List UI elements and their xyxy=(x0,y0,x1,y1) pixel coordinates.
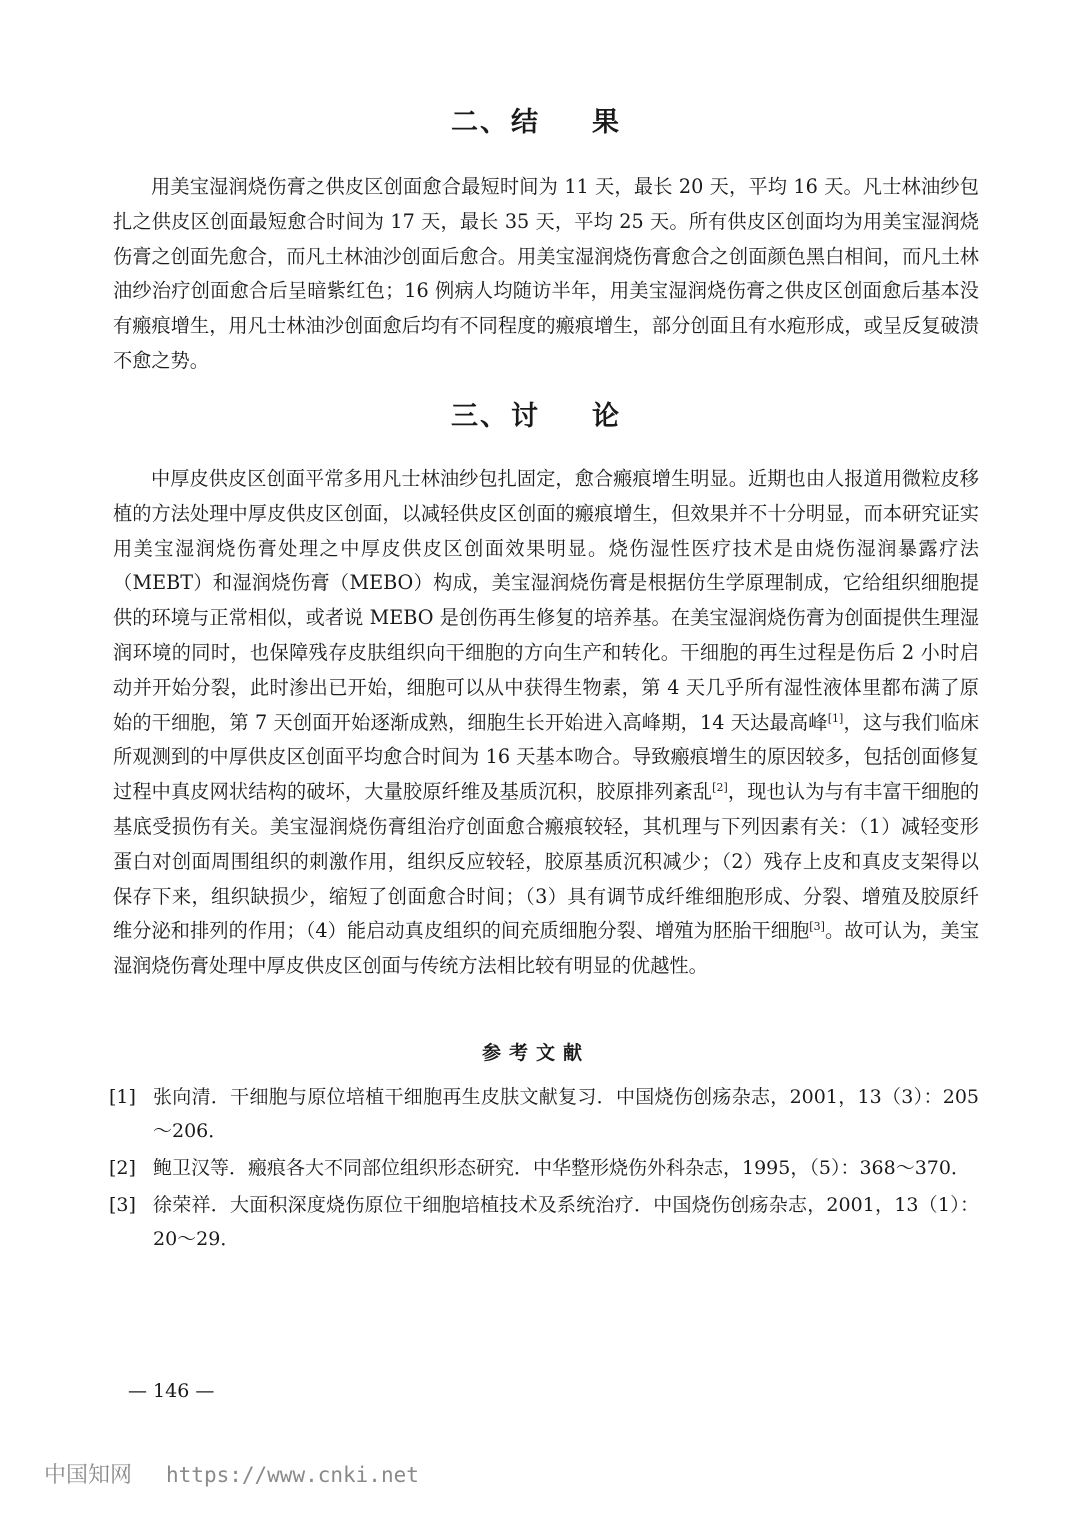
citation-1[interactable]: [1] xyxy=(827,711,844,725)
heading-number: 三、 xyxy=(451,401,509,432)
heading-word-2: 论 xyxy=(592,401,621,432)
discussion-text: 。故可认为，美宝湿润烧伤膏处理中厚皮供皮区创面与传统方法相比较有明显的优越性。 xyxy=(113,919,980,978)
citation-3[interactable]: [3] xyxy=(809,920,825,934)
results-paragraph: 用美宝湿润烧伤膏之供皮区创面愈合最短时间为 11 天，最长 20 天，平均 16 天。凡士林油纱包扎之供皮区创面最短愈合时间为 17 天，最长 35 天，平均 25 天。所有供皮区创面均为用美宝湿润烧伤膏之创面先愈合，而凡土林油沙创面后愈合。用美宝湿润烧伤膏愈合之创面颜色黑白相间，而凡土林油纱治疗创面愈合后呈暗紫红色；16 例病人均随访半年，用美宝湿润烧伤膏之供皮区创面愈后基本没有瘢痕增生，用凡士林油沙创面愈后均有不同程度的瘢痕增生，部分创面且有水疱形成，或呈反复破溃不愈之势。 xyxy=(113,175,979,372)
section-heading-discussion xyxy=(0,394,1072,433)
discussion-paragraph xyxy=(113,462,979,984)
section-heading-results xyxy=(0,100,1072,139)
watermark xyxy=(44,1458,419,1489)
discussion-text: 中厚皮供皮区创面平常多用凡士林油纱包扎固定，愈合瘢痕增生明显。近期也由人报道用微粒皮移植的方法处理中厚皮供皮区创面，以减轻供皮区创面的瘢痕增生，但效果并不十分明显，而本研究证实用美宝湿润烧伤膏处理之中厚皮供皮区创面效果明显。烧伤湿性医疗技术是由烧伤湿润暴露疗法（MEBT）和湿润烧伤膏（MEBO）构成，美宝湿润烧伤膏是根据仿生学原理制成，它给组织细胞提供的环境与正常相似，或者说 MEBO 是创伤再生修复的培养基。在美宝湿润烧伤膏为创面提供生理湿润环境的同时，也保障残存皮肤组织向干细胞的方向生产和转化。干细胞的再生过程是伤后 2 小时启动并开始分裂，此时渗出已开始，细胞可以从中获得生物素，第 4 天几乎所有湿性液体里都布满了原始的干细胞，第 7 天创面开始逐渐成熟，细胞生长开始进入高峰期，14 天达最高峰 xyxy=(113,467,979,734)
discussion-text: ，这与我们临床所观测到的中厚供皮区创面平均愈合时间为 16 天基本吻合。导致瘢痕增生的原因较多，包括创面修复过程中真皮网状结构的破坏，大量胶原纤维及基质沉积，胶原排列紊乱 xyxy=(113,710,980,804)
reference-list xyxy=(109,1080,979,1259)
reference-number: [1] xyxy=(109,1086,136,1108)
page-number: — 146 — xyxy=(128,1380,215,1402)
reference-item xyxy=(109,1188,979,1256)
citation-2[interactable]: [2] xyxy=(712,781,728,795)
reference-number: [3] xyxy=(109,1194,136,1216)
heading-word-1: 结 xyxy=(511,107,540,138)
reference-text: 徐荣祥．大面积深度烧伤原位干细胞培植技术及系统治疗．中国烧伤创疡杂志，2001，13（1）：20～29． xyxy=(153,1194,979,1250)
reference-text: 张向清．干细胞与原位培植干细胞再生皮肤文献复习．中国烧伤创疡杂志，2001，13（3）：205～206． xyxy=(153,1086,979,1142)
references-heading: 参考文献 xyxy=(481,1042,590,1064)
discussion-text: ，现也认为与有丰富干细胞的基底受损伤有关。美宝湿润烧伤膏组治疗创面愈合瘢痕较轻，其机理与下列因素有关：（1）减轻变形蛋白对创面周围组织的刺激作用，组织反应较轻，胶原基质沉积减少；（2）残存上皮和真皮支架得以保存下来，组织缺损少，缩短了创面愈合时间；（3）具有调节成纤维细胞形成、分裂、增殖及胶原纤维分泌和排列的作用；（4）能启动真皮组织的间充质细胞分裂、增殖为胚胎干细胞 xyxy=(113,780,980,943)
reference-number: [2] xyxy=(109,1157,136,1179)
watermark-site-name: 中国知网 xyxy=(44,1463,133,1488)
reference-item xyxy=(109,1151,979,1185)
heading-number: 二、 xyxy=(451,107,509,138)
reference-item xyxy=(109,1080,979,1148)
reference-text: 鲍卫汉等．瘢痕各大不同部位组织形态研究．中华整形烧伤外科杂志，1995，（5）：368～370． xyxy=(153,1157,970,1179)
heading-word-1: 讨 xyxy=(511,401,540,432)
heading-word-2: 果 xyxy=(592,107,621,138)
watermark-url[interactable]: https://www.cnki.net xyxy=(166,1463,419,1487)
